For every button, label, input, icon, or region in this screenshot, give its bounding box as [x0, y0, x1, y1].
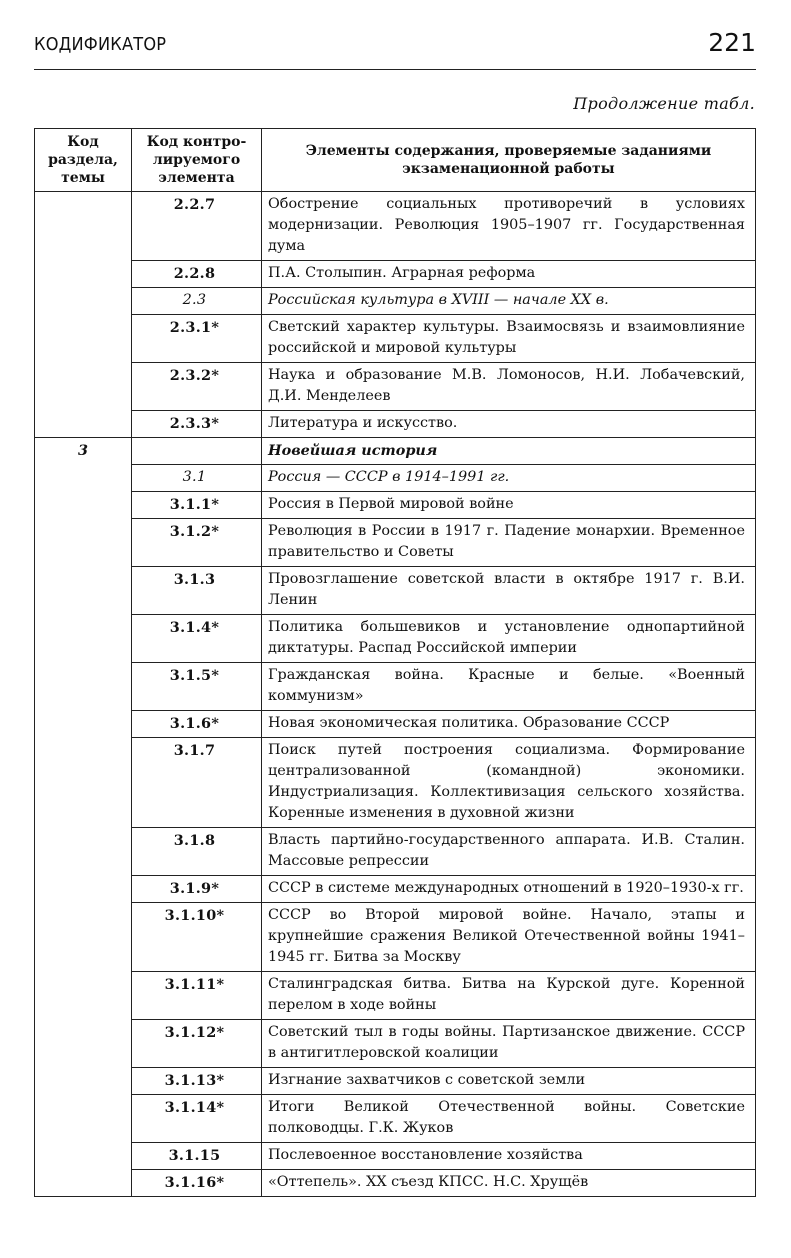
- element-code-cell: 3.1.5*: [132, 663, 262, 711]
- element-code-cell: 3.1.7: [132, 738, 262, 828]
- element-code-cell: 3.1.8: [132, 828, 262, 876]
- element-code-cell: 3.1.16*: [132, 1170, 262, 1197]
- content-description-cell: Изгнание захватчиков с советской земли: [262, 1068, 756, 1095]
- element-code-cell: [132, 438, 262, 465]
- table-row: [35, 663, 756, 711]
- element-code-cell: 2.2.7: [132, 192, 262, 261]
- col-header-section: Код раздела, темы: [35, 129, 132, 192]
- table-row: [35, 1143, 756, 1170]
- page-header: [34, 28, 756, 70]
- content-description-cell: СССР во Второй мировой войне. Начало, этапы и крупнейшие сражения Великой Отечественной войны 1941–1945 гг. Битва за Москву: [262, 903, 756, 972]
- element-code-cell: 3.1: [132, 465, 262, 492]
- table-row: [35, 711, 756, 738]
- content-description-cell: Поиск путей построения социализма. Формирование централизованной (командной) экономики. Индустриализация. Коллективизация сельского хозяйства. Коренные изменения в духовной жизни: [262, 738, 756, 828]
- element-code-cell: 3.1.10*: [132, 903, 262, 972]
- content-description-cell: Новая экономическая политика. Образование СССР: [262, 711, 756, 738]
- table-row: [35, 438, 756, 465]
- element-code-cell: 3.1.6*: [132, 711, 262, 738]
- content-description-cell: Политика большевиков и установление однопартийной диктатуры. Распад Российской империи: [262, 615, 756, 663]
- table-row: [35, 828, 756, 876]
- element-code-cell: 3.1.9*: [132, 876, 262, 903]
- element-code-cell: 3.1.15: [132, 1143, 262, 1170]
- content-description-cell: Итоги Великой Отечественной войны. Советские полководцы. Г.К. Жуков: [262, 1095, 756, 1143]
- element-code-cell: 2.3.2*: [132, 363, 262, 411]
- col-header-element-code: Код контро-лируемого элемента: [132, 129, 262, 192]
- content-description-cell: Новейшая история: [262, 438, 756, 465]
- col-header-content: Элементы содержания, проверяемые заданиями экзаменационной работы: [262, 129, 756, 192]
- table-row: [35, 876, 756, 903]
- element-code-cell: 3.1.13*: [132, 1068, 262, 1095]
- element-code-cell: 3.1.1*: [132, 492, 262, 519]
- element-code-cell: 3.1.4*: [132, 615, 262, 663]
- element-code-cell: 3.1.2*: [132, 519, 262, 567]
- table-row: [35, 1020, 756, 1068]
- table-row: [35, 492, 756, 519]
- content-description-cell: Обострение социальных противоречий в условиях модернизации. Революция 1905–1907 гг. Государственная дума: [262, 192, 756, 261]
- content-description-cell: Революция в России в 1917 г. Падение монархии. Временное правительство и Советы: [262, 519, 756, 567]
- table-row: [35, 903, 756, 972]
- content-description-cell: «Оттепель». XX съезд КПСС. Н.С. Хрущёв: [262, 1170, 756, 1197]
- content-description-cell: СССР в системе международных отношений в 1920–1930-х гг.: [262, 876, 756, 903]
- table-row: [35, 465, 756, 492]
- element-code-cell: 2.3.1*: [132, 315, 262, 363]
- element-code-cell: 2.3.3*: [132, 411, 262, 438]
- content-description-cell: Сталинградская битва. Битва на Курской дуге. Коренной перелом в ходе войны: [262, 972, 756, 1020]
- codifier-table: [34, 128, 756, 1197]
- table-row: [35, 519, 756, 567]
- content-description-cell: Гражданская война. Красные и белые. «Военный коммунизм»: [262, 663, 756, 711]
- content-description-cell: Послевоенное восстановление хозяйства: [262, 1143, 756, 1170]
- content-description-cell: П.А. Столыпин. Аграрная реформа: [262, 261, 756, 288]
- table-row: [35, 567, 756, 615]
- content-description-cell: Власть партийно-государственного аппарата. И.В. Сталин. Массовые репрессии: [262, 828, 756, 876]
- content-description-cell: Литература и искусство.: [262, 411, 756, 438]
- content-description-cell: Советский тыл в годы войны. Партизанское движение. СССР в антигитлеровской коалиции: [262, 1020, 756, 1068]
- table-header-row: [35, 129, 756, 192]
- content-description-cell: Россия в Первой мировой войне: [262, 492, 756, 519]
- table-body: [35, 192, 756, 1197]
- table-row: [35, 411, 756, 438]
- element-code-cell: 3.1.3: [132, 567, 262, 615]
- content-description-cell: Провозглашение советской власти в октябре 1917 г. В.И. Ленин: [262, 567, 756, 615]
- element-code-cell: 3.1.12*: [132, 1020, 262, 1068]
- page-number: 221: [708, 28, 756, 57]
- table-row: [35, 972, 756, 1020]
- table-row: [35, 1068, 756, 1095]
- table-row: [35, 288, 756, 315]
- content-description-cell: Российская культура в XVIII — начале XX в.: [262, 288, 756, 315]
- element-code-cell: 2.2.8: [132, 261, 262, 288]
- content-description-cell: Светский характер культуры. Взаимосвязь и взаимовлияние российской и мировой культуры: [262, 315, 756, 363]
- table-row: [35, 1095, 756, 1143]
- element-code-cell: 3.1.14*: [132, 1095, 262, 1143]
- element-code-cell: 2.3: [132, 288, 262, 315]
- table-row: [35, 192, 756, 261]
- section-code-cell: [35, 192, 132, 438]
- header-rule: [34, 69, 756, 70]
- continuation-label: Продолжение табл.: [573, 94, 755, 113]
- running-title: КОДИФИКАТОР: [34, 34, 167, 55]
- section-code-cell: 3: [35, 438, 132, 1197]
- table-row: [35, 615, 756, 663]
- element-code-cell: 3.1.11*: [132, 972, 262, 1020]
- table-row: [35, 1170, 756, 1197]
- table-row: [35, 315, 756, 363]
- table-row: [35, 738, 756, 828]
- table-row: [35, 363, 756, 411]
- table-row: [35, 261, 756, 288]
- content-description-cell: Россия — СССР в 1914–1991 гг.: [262, 465, 756, 492]
- content-description-cell: Наука и образование М.В. Ломоносов, Н.И. Лобачевский, Д.И. Менделеев: [262, 363, 756, 411]
